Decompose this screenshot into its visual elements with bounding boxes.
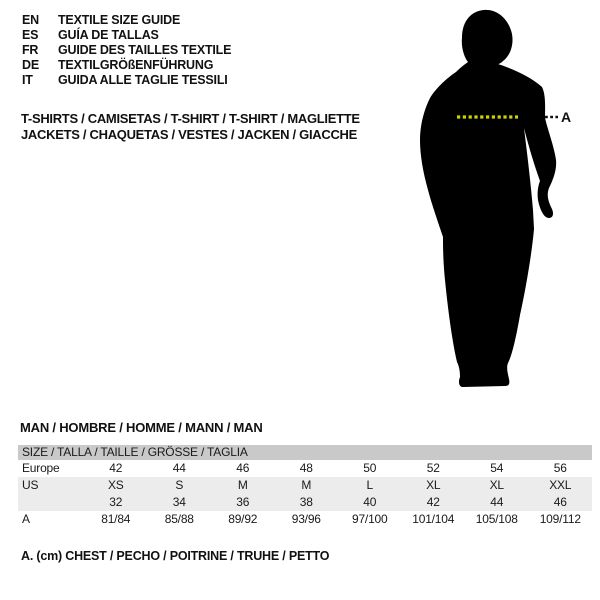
man-silhouette-path: [420, 10, 556, 387]
size-cell: 48: [299, 461, 313, 475]
size-cell: M: [301, 478, 312, 492]
language-code: ES: [22, 28, 39, 42]
size-cell: 34: [172, 495, 186, 509]
row-label-europe: Europe: [22, 461, 60, 475]
language-label: GUÍA DE TALLAS: [58, 28, 159, 42]
size-cell: 85/88: [164, 512, 194, 526]
language-label: TEXTILE SIZE GUIDE: [58, 13, 181, 27]
size-cell: 93/96: [291, 512, 321, 526]
table-row-numeric: [18, 494, 592, 511]
size-cell: 46: [236, 461, 250, 475]
table-row-europe: [18, 460, 592, 477]
measurement-footnote: A. (cm) CHEST / PECHO / POITRINE / TRUHE / PETTO: [21, 549, 330, 563]
language-code: IT: [22, 73, 33, 87]
size-cell: 109/112: [539, 512, 581, 526]
size-cell: S: [175, 478, 184, 492]
row-label-blank: [18, 494, 84, 511]
row-label-a: A: [22, 512, 30, 526]
size-cell: 44: [172, 461, 186, 475]
language-row: [22, 58, 231, 73]
size-cell: XXL: [549, 478, 572, 492]
size-cell: 52: [426, 461, 440, 475]
size-cell: 38: [299, 495, 313, 509]
language-label: GUIDE DES TAILLES TEXTILE: [58, 43, 232, 57]
size-cell: 105/108: [475, 512, 518, 526]
language-row: [22, 13, 231, 28]
language-code: FR: [22, 43, 39, 57]
size-cell: 101/104: [412, 512, 455, 526]
size-cell: 54: [490, 461, 504, 475]
size-cell: 46: [553, 495, 567, 509]
size-cell: 42: [426, 495, 440, 509]
size-table-header: SIZE / TALLA / TAILLE / GRÖSSE / TAGLIA: [18, 445, 592, 460]
table-row-chest-a: [18, 511, 592, 528]
language-row: [22, 73, 231, 88]
man-silhouette: [400, 0, 600, 400]
language-list: [22, 13, 231, 88]
size-cell: XL: [489, 478, 504, 492]
size-cell: M: [237, 478, 248, 492]
section-title-man: MAN / HOMBRE / HOMME / MANN / MAN: [20, 420, 263, 435]
size-cell: 89/92: [228, 512, 258, 526]
size-cell: L: [366, 478, 373, 492]
measure-label-a: A: [561, 109, 572, 125]
size-cell: 42: [109, 461, 123, 475]
size-cell: 36: [236, 495, 250, 509]
size-cell: XL: [426, 478, 441, 492]
size-cell: 81/84: [101, 512, 131, 526]
language-label: GUIDA ALLE TAGLIE TESSILI: [58, 73, 228, 87]
language-code: EN: [22, 13, 39, 27]
size-cell: 44: [490, 495, 504, 509]
row-label-us: US: [22, 478, 39, 492]
size-cell: 97/100: [351, 512, 388, 526]
size-cell: 50: [363, 461, 377, 475]
category-line-tshirts: T-SHIRTS / CAMISETAS / T-SHIRT / T-SHIRT / MAGLIETTE: [21, 111, 360, 126]
size-cell: XS: [107, 478, 124, 492]
language-row: [22, 28, 231, 43]
size-cell: 32: [109, 495, 123, 509]
size-cell: 40: [363, 495, 377, 509]
language-label: TEXTILGRÖßENFÜHRUNG: [58, 58, 214, 72]
language-row: [22, 43, 231, 58]
size-table: [18, 445, 592, 528]
size-cell: 56: [553, 461, 567, 475]
category-lines: [21, 111, 360, 142]
category-line-jackets: JACKETS / CHAQUETAS / VESTES / JACKEN / GIACCHE: [21, 126, 357, 142]
language-code: DE: [22, 58, 39, 72]
table-row-us: [18, 477, 592, 494]
